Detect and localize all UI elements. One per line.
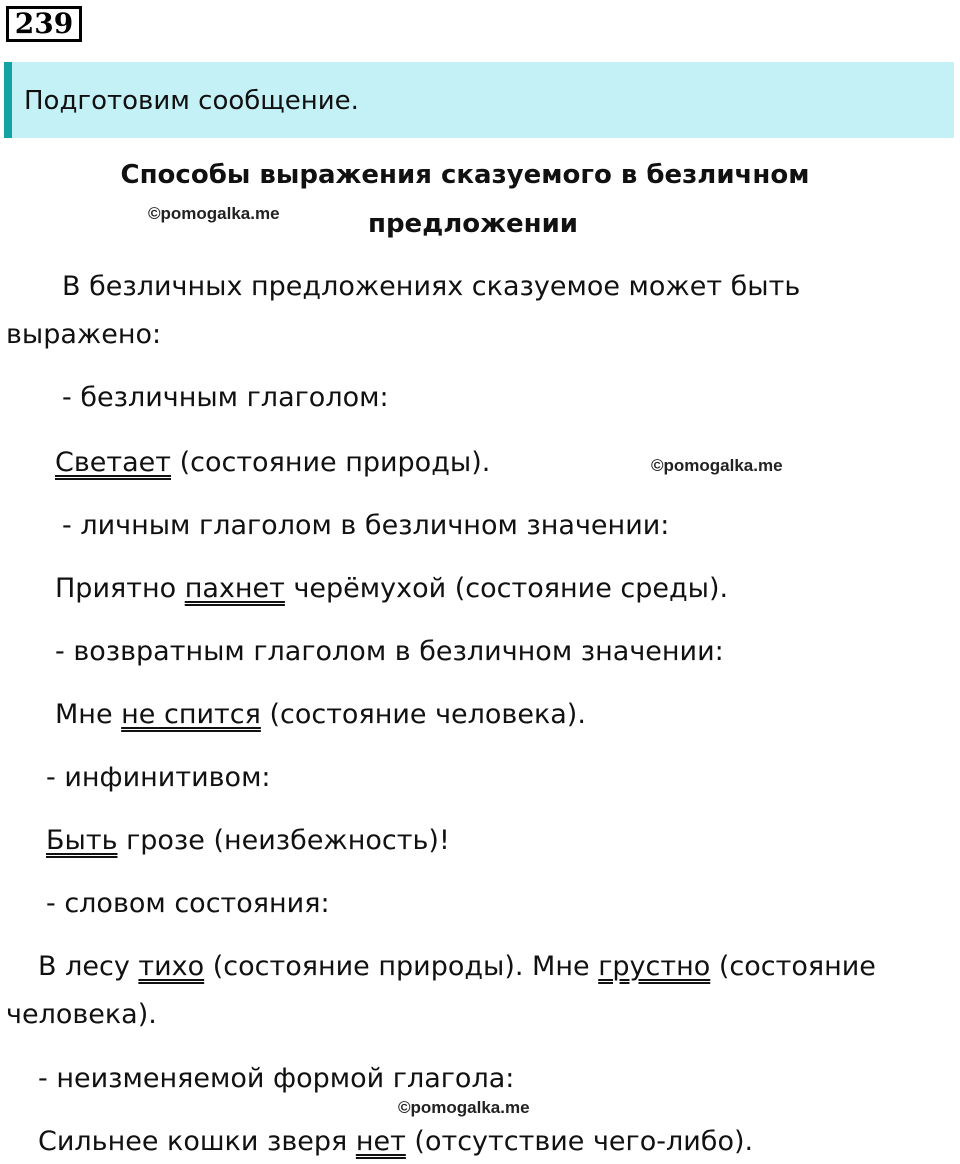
item6-example — [38, 1124, 753, 1160]
item2-predicate: пахнет — [184, 573, 285, 604]
item1-predicate: Светает — [55, 447, 171, 478]
item3-rest: (состояние человека). — [260, 699, 586, 730]
item1-label: - безличным глаголом: — [62, 382, 389, 413]
intro-line-1: В безличных предложениях сказуемое может быть — [62, 271, 801, 302]
item2-pre: Приятно — [55, 573, 185, 604]
item6-rest: (отсутствие чего-либо). — [405, 1126, 754, 1157]
item2-label: - личным глаголом в безличном значении: — [62, 510, 670, 541]
item5-pre: В лесу — [38, 951, 139, 982]
item4-example — [46, 823, 450, 859]
task-banner — [4, 62, 954, 138]
item4-rest: грозе (неизбежность)! — [117, 825, 450, 856]
watermark-3: ©pomogalka.me — [398, 1098, 530, 1117]
item3-predicate: не спится — [121, 699, 261, 730]
item3-pre: Мне — [55, 699, 122, 730]
banner-text: Подготовим сообщение. — [24, 86, 359, 116]
item5-predicate-1: тихо — [138, 951, 205, 982]
item1-rest: (состояние природы). — [171, 447, 491, 478]
item4-label: - инфинитивом: — [46, 762, 271, 793]
title-line-2: предложении — [367, 209, 579, 239]
item2-rest: черёмухой (состояние среды). — [284, 573, 729, 604]
intro-line-2: выражено: — [6, 319, 162, 350]
exercise-number: 239 — [6, 6, 82, 42]
title-line-1: Способы выражения сказуемого в безличном — [120, 160, 810, 190]
item5-mid: (состояние природы). Мне — [204, 951, 599, 982]
item2-example — [55, 571, 728, 607]
item4-predicate: Быть — [46, 825, 118, 856]
item6-label: - неизменяемой формой глагола: — [38, 1063, 515, 1094]
watermark-1: ©pomogalka.me — [148, 204, 280, 223]
item5-predicate-2: грустно — [598, 951, 711, 982]
item3-label: - возвратным глаголом в безличном значении: — [55, 636, 724, 667]
watermark-2: ©pomogalka.me — [651, 456, 783, 475]
item5-example — [38, 949, 876, 985]
item3-example — [55, 697, 586, 733]
item5-example-line-2: человека). — [6, 999, 157, 1030]
item5-label: - словом состояния: — [46, 888, 330, 919]
item6-predicate: нет — [355, 1126, 406, 1157]
item5-rest: (состояние — [710, 951, 876, 982]
item1-example — [55, 445, 490, 481]
item6-pre: Сильнее кошки зверя — [38, 1126, 356, 1157]
